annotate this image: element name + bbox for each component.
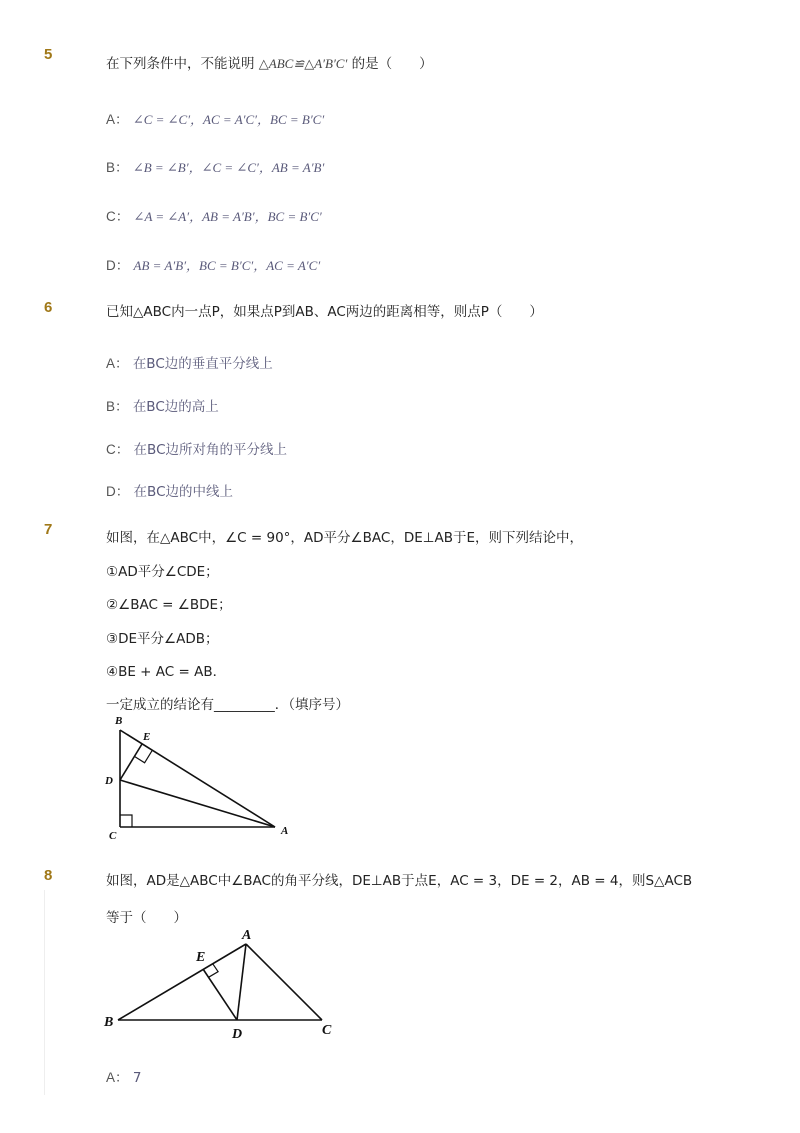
label-a: A xyxy=(281,825,289,837)
left-divider xyxy=(44,890,45,1095)
q7-question: 一定成立的结论有_________．（填序号） xyxy=(106,697,349,713)
segment-ba xyxy=(120,730,275,827)
label-c: C xyxy=(109,830,117,842)
option-letter: B： xyxy=(106,399,129,414)
segment-ba xyxy=(118,944,246,1020)
question-number-7: 7 xyxy=(44,521,53,538)
question-number-5: 5 xyxy=(44,46,53,63)
q8-figure xyxy=(100,922,345,1042)
stem-math: △ABC≌△A′B′C′ xyxy=(258,56,348,71)
label-a: A xyxy=(242,928,252,943)
q7-item-1: ①AD平分∠CDE； xyxy=(106,564,219,580)
q7-figure xyxy=(100,712,300,842)
q5-option-b[interactable] xyxy=(106,156,324,176)
right-angle-mark-c xyxy=(120,815,132,827)
label-d: D xyxy=(105,775,113,787)
segment-ad xyxy=(237,944,246,1020)
q6-option-a[interactable] xyxy=(106,352,273,372)
label-e: E xyxy=(196,950,206,965)
option-text: 在BC边的垂直平分线上 xyxy=(132,356,273,372)
q7-item-2: ②∠BAC = ∠BDE； xyxy=(106,597,232,613)
option-text: 在BC边的中线上 xyxy=(133,484,233,500)
option-letter: A： xyxy=(106,356,129,371)
segment-de xyxy=(120,744,142,780)
segment-ac xyxy=(246,944,322,1020)
q6-option-b[interactable] xyxy=(106,395,219,415)
label-e: E xyxy=(143,731,151,743)
question-5-stem xyxy=(106,52,433,72)
option-letter: A： xyxy=(106,1070,129,1085)
question-8-stem-2: 等于（ ） xyxy=(106,910,187,926)
segment-da xyxy=(120,780,275,827)
label-b: B xyxy=(104,1015,114,1030)
option-letter: C： xyxy=(106,442,130,457)
option-text: 在BC边的高上 xyxy=(132,399,219,415)
option-text: 在BC边所对角的平分线上 xyxy=(133,442,287,458)
q5-option-a[interactable] xyxy=(106,108,324,128)
option-letter: A： xyxy=(106,112,129,127)
label-c: C xyxy=(322,1023,332,1038)
question-number-8: 8 xyxy=(44,867,53,884)
option-math: ∠C = ∠C′，AC = A′C′，BC = B′C′ xyxy=(132,112,325,127)
stem-text: 在下列条件中，不能说明 xyxy=(106,56,255,72)
stem-end: 的是（ ） xyxy=(351,56,433,72)
question-7-stem: 如图，在△ABC中，∠C = 90°，AD平分∠BAC，DE⊥AB于E，则下列结论中， xyxy=(106,530,584,546)
q5-option-c[interactable] xyxy=(106,205,322,225)
q6-option-d[interactable] xyxy=(106,480,233,500)
option-math: AB = A′B′，BC = B′C′，AC = A′C′ xyxy=(133,258,321,273)
option-letter: B： xyxy=(106,160,129,175)
label-b: B xyxy=(115,715,123,727)
q6-option-c[interactable] xyxy=(106,438,287,458)
option-math: ∠A = ∠A′，AB = A′B′，BC = B′C′ xyxy=(133,209,322,224)
option-text: 7 xyxy=(132,1070,142,1086)
segment-de xyxy=(203,969,237,1020)
q8-option-a[interactable] xyxy=(106,1066,141,1086)
question-6-stem: 已知△ABC内一点P，如果点P到AB、AC两边的距离相等，则点P（ ） xyxy=(106,304,543,320)
option-letter: D： xyxy=(106,484,130,499)
question-8-stem: 如图，AD是△ABC中∠BAC的角平分线，DE⊥AB于点E，AC = 3，DE = 2，AB = 4，则S△ACB xyxy=(106,873,693,889)
option-letter: C： xyxy=(106,209,130,224)
q5-option-d[interactable] xyxy=(106,254,320,274)
q7-item-4: ④BE + AC = AB． xyxy=(106,664,227,680)
question-number-6: 6 xyxy=(44,299,53,316)
label-d: D xyxy=(232,1027,243,1042)
option-math: ∠B = ∠B′，∠C = ∠C′，AB = A′B′ xyxy=(132,160,325,175)
option-letter: D： xyxy=(106,258,130,273)
q7-item-3: ③DE平分∠ADB； xyxy=(106,631,219,647)
